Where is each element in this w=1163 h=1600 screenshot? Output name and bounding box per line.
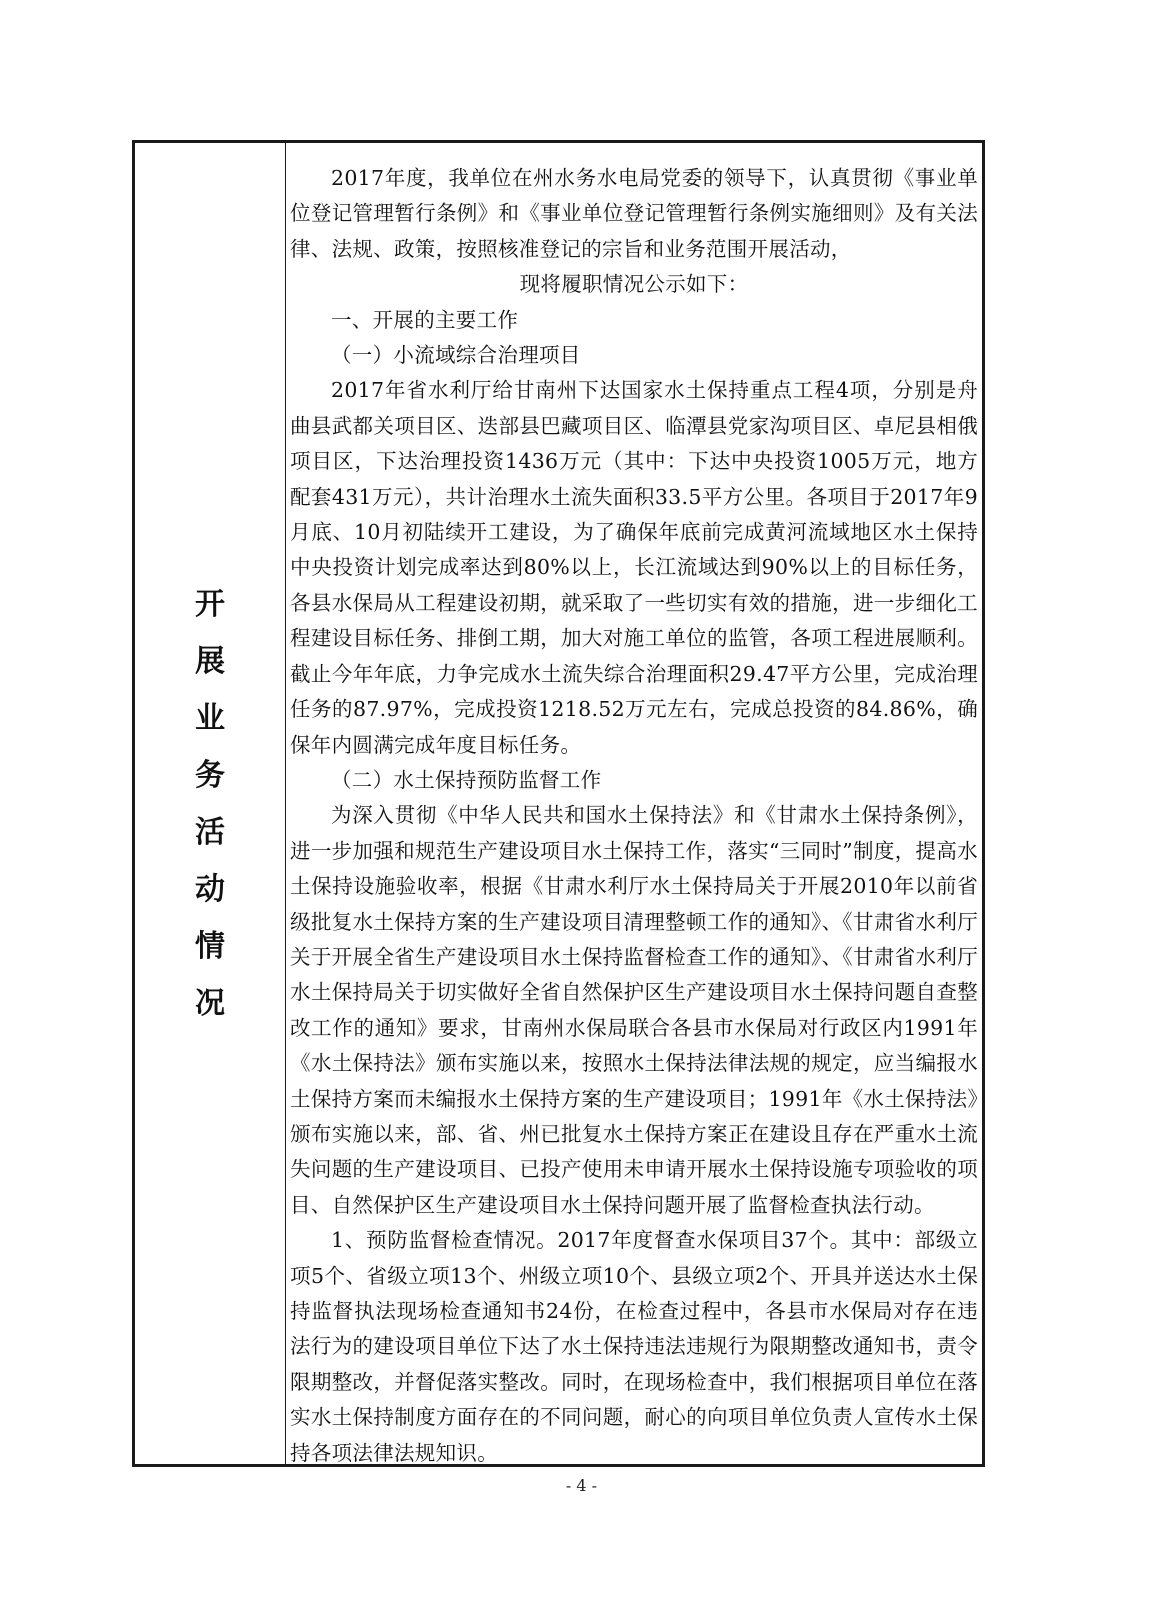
- label-char: 况: [195, 985, 225, 1021]
- intro-paragraph: 2017年度，我单位在州水务水电局党委的领导下，认真贯彻《事业单位登记管理暂行条例》和《事业单位登记管理暂行条例实施细则》及有关法律、法规、政策，按照核准登记的宗旨和业务范围开展活动，: [290, 166, 978, 261]
- section-label: [135, 143, 285, 1464]
- label-char: 开: [195, 586, 225, 622]
- label-char: 动: [195, 871, 225, 907]
- subsection-heading: （一）小流域综合治理项目: [331, 343, 581, 368]
- activity-table: [132, 140, 985, 1467]
- label-char: 情: [195, 928, 225, 964]
- subsection-heading: （二）水土保持预防监督工作: [331, 767, 602, 792]
- label-char: 务: [195, 757, 225, 793]
- report-body: [290, 161, 978, 1471]
- page-number: - 4 -: [565, 1476, 598, 1495]
- body-paragraph: 1、预防监督检查情况。2017年度督查水保项目37个。其中：部级立项5个、省级立项13个、州级立项10个、县级立项2个、开具并送达水土保持监督执法现场检查通知书24份，在检查过程中，各县市水保局对存在违法行为的建设项目单位下达了水土保持违法违规行为限期整改通知书，责令限期整改，并督促落实整改。同时，在现场检查中，我们根据项目单位在落实水土保持制度方面存在的不同问题，耐心的向项目单位负责人宣传水土保持各项法律法规知识。: [290, 1228, 978, 1465]
- column-divider: [285, 143, 286, 1464]
- body-paragraph: 为深入贯彻《中华人民共和国水土保持法》和《甘肃水土保持条例》，进一步加强和规范生产建设项目水土保持工作，落实“三同时”制度，提高水土保持设施验收率，根据《甘肃水利厅水土保持局关于开展2010年以前省级批复水土保持方案的生产建设项目清理整顿工作的通知》、《甘肃省水利厅关于开展全省生产建设项目水土保持监督检查工作的通知》、《甘肃省水利厅水土保持局关于切实做好全省自然保护区生产建设项目水土保持问题自查整改工作的通知》要求，甘南州水保局联合各县市水保局对行政区内1991年《水土保持法》颁布实施以来，按照水土保持法律法规的规定，应当编报水土保持方案而未编报水土保持方案的生产建设项目；1991年《水土保持法》颁布实施以来，部、省、州已批复水土保持方案正在建设且存在严重水土流失问题的生产建设项目、已投产使用未申请开展水土保持设施专项验收的项目、自然保护区生产建设项目水土保持问题开展了监督检查执法行动。: [290, 803, 978, 1217]
- intro-closing-line: 现将履职情况公示如下：: [519, 272, 749, 297]
- label-char: 活: [195, 814, 225, 850]
- body-paragraph: 2017年省水利厅给甘南州下达国家水土保持重点工程4项，分别是舟曲县武都关项目区、迭部县巴藏项目区、临潭县党家沟项目区、卓尼县相俄项目区，下达治理投资1436万元（其中：下达中央投资1005万元，地方配套431万元），共计治理水土流失面积33.5平方公里。各项目于2017年9月底、10月初陆续开工建设，为了确保年底前完成黄河流域地区水土保持中央投资计划完成率达到80%以上，长江流域达到90%以上的目标任务，各县水保局从工程建设初期，就采取了一些切实有效的措施，进一步细化工程建设目标任务、排倒工期，加大对施工单位的监管，各项工程进展顺利。截止今年年底，力争完成水土流失综合治理面积29.47平方公里，完成治理任务的87.97%，完成投资1218.52万元左右，完成总投资的84.86%，确保年内圆满完成年度目标任务。: [290, 378, 978, 757]
- label-char: 展: [195, 643, 225, 679]
- section-heading: 一、开展的主要工作: [331, 307, 519, 332]
- label-char: 业: [195, 700, 225, 736]
